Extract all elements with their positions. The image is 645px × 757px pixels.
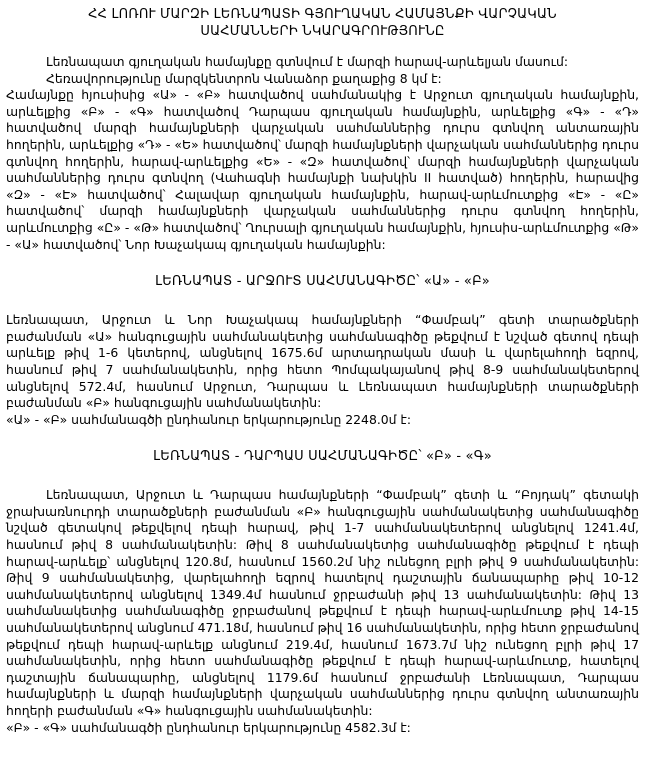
section-a-b-total: «Ա» - «Բ» սահմանագծի ընդհանուր երկարությունը 2248.0մ է:	[6, 411, 411, 427]
intro-section	[6, 54, 639, 253]
section-a-b-body: Լեռնապատ, Արջուտ և Նոր Խաչակապ համայնքների “Փամբակ” գետի տարածքների բաժանման «Ա» հանգուցային սահմանակետից սահմանագիծը թեքվում է նշված գետով դեպի արևելք թիվ 1-6 կետերով, անցնելով 1675.6մ արտադրական մասի և վարելահողի եզրով, հասնում թիվ 7 սահմանակետին, որից հետո Պոմպակայանով թիվ 8-9 սահմանակետերով անցնելով 572.4մ, հասնում Արջուտ, Դարպաս և Լեռնապատ համայնքների տարածքների բաժանման «Բ» հանգուցային սահմանակետին:	[6, 312, 639, 411]
title-line-1: ՀՀ ԼՈՌՈՒ ՄԱՐԶԻ ԼԵՌՆԱՊԱՏԻ ԳՅՈՒՂԱԿԱՆ ՀԱՄԱՅՆՔԻ ՎԱՐՉԱԿԱՆ	[88, 7, 557, 22]
intro-borders: Համայնքը հյուսիսից «Ա» - «Բ» հատվածով սահմանակից է Արջուտ գյուղական համայնքին, արևելքից «Բ» - «Գ» հատվածով Դարպաս գյուղական համայնքին, արևելքից «Գ» - «Դ» հատվածով մարզի համայնքների վարչական սահմաններից դուրս գտնվող անտառային հողերին, արևելքից «Դ» - «Ե» հատվածով՝ մարզի համայնքների վարչական սահմաններից դուրս գտնվող հողերին, հարավ-արևելքից «Ե» - «Զ» հատվածով՝ մարզի համայնքների վարչական սահմաններից դուրս գտնվող (Վահագնի համայնքի նախկին II հատված) հողերին, հարավից «Զ» - «Է» հատվածով՝ Հալավար գյուղական համայնքին, հարավ-արևմուտքից «Է» - «Ը» հատվածով՝ մարզի համայնքների վարչական սահմաններից դուրս գտնվող հողերին, արևմուտքից «Ը» - «Թ» հատվածով՝ Ղուրսալի գյուղական համայնքին, հյուսիս-արևմուտքից «Թ» - «Ա» հատվածով՝ Նոր Խաչակապ գյուղական համայնքին:	[6, 87, 640, 252]
document-title	[6, 6, 639, 40]
section-a-b	[6, 312, 639, 428]
section-heading-a-b: ԼԵՌՆԱՊԱՏ - ԱՐՋՈՒՏ ՍԱՀՄԱՆԱԳԻԾԸ՝ «Ա» - «Բ»	[155, 274, 490, 290]
intro-distance: Հեռավորությունը մարզկենտրոն Վանաձոր քաղաքից 8 կմ է:	[46, 70, 442, 86]
section-b-g	[6, 487, 639, 736]
section-b-g-body: Լեռնապատ, Արջուտ և Դարպաս համայնքների “Փամբակ” գետի և “Բոյդակ” գետակի ջրախառնուրդի տարածքների բաժանման «Բ» հանգուցային սահմանակետից սահմանագիծը նշված գետակով թեքվելով դեպի հարավ, թիվ 1-7 սահմանակետերով անցնելով 1241.4մ, հասնում թիվ 8 սահմանակետին: Թիվ 8 սահմանակետից սահմանագիծը թեքվում է դեպի հարավ-արևելք՝ անցնելով 120.8մ, հասնում 1560.2մ նիշ ունեցող բլրի թիվ 9 սահմանակետին: Թիվ 9 սահմանակետից, վարելահողի եզրով հատելով դաշտային ճանապարհը թիվ 10-12 սահմանակետերով անցնելով 1349.4մ հասնում ջրբաժանի թիվ 13 սահմանակետին: Թիվ 13 սահմանակետից սահմանագիծը ջրբաժանով թեքվում է դեպի հարավ-արևմուտք թիվ 14-15 սահմանակետերով անցնում 471.18մ, հասնում թիվ 16 սահմանակետին, որից հետո ջրբաժանով թեքվում դեպի հարավ-արևելք անցնում 219.4մ, հասնում 1673.7մ նիշ ունեցող բլրի թիվ 17 սահմանակետին, որից հետո սահմանագիծը թեքվում է դեպի հարավ-արևմուտք, հատելով դաշտային ճանապարհը, անցնելով 1179.6մ հասնում ջրբաժանի Լեռնապատ, Դարպաս համայնքների և մարզի համայնքների վարչական սահմաններից դուրս գտնվող անտառային հողերի բաժանման «Գ» հանգուցային սահմանակետին:	[6, 487, 639, 718]
section-heading-b-g: ԼԵՌՆԱՊԱՏ - ԴԱՐՊԱՍ ՍԱՀՄԱՆԱԳԻԾԸ՝ «Բ» - «Գ»	[153, 449, 492, 465]
section-b-g-total: «Բ» - «Գ» սահմանագծի ընդհանուր երկարությունը 4582.3մ է:	[6, 719, 411, 735]
title-line-2: ՍԱՀՄԱՆՆԵՐԻ ՆԿԱՐԱԳՐՈՒԹՅՈՒՆԸ	[200, 24, 445, 39]
intro-location: Լեռնապատ գյուղական համայնքը գտնվում է մարզի հարավ-արևելյան մասում:	[46, 54, 569, 69]
